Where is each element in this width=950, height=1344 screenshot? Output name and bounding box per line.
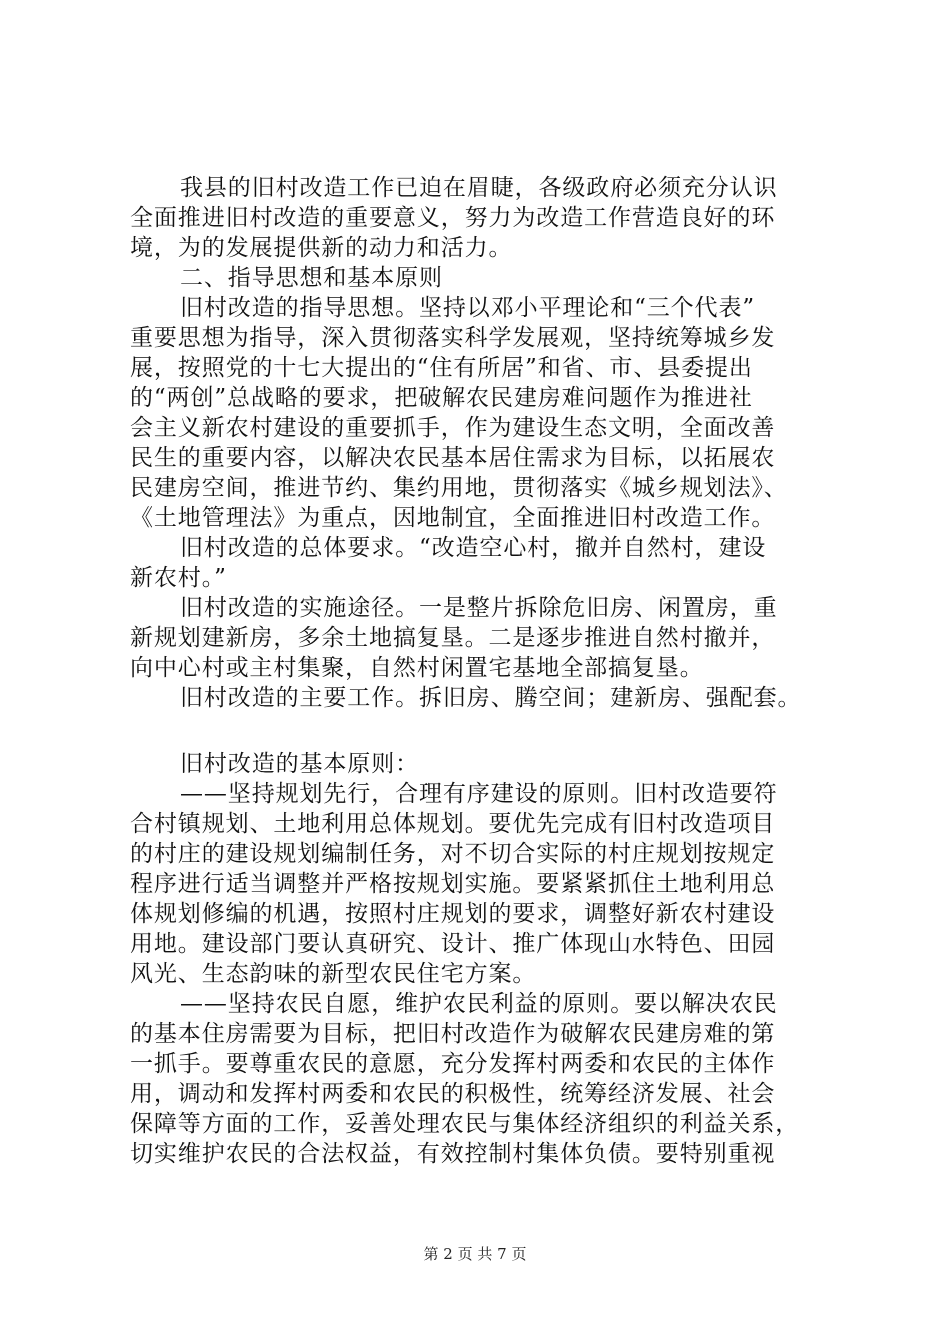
paragraph-line: ——坚持规划先行，合理有序建设的原则。旧村改造要符 [180, 781, 778, 807]
paragraph-line: 民生的重要内容，以解决农民基本居住需求为目标，以拓展农 [130, 445, 776, 471]
paragraph-line: 全面推进旧村改造的重要意义，努力为改造工作营造良好的环 [130, 205, 776, 231]
page-number-footer: 第 2 页 共 7 页 [423, 1245, 527, 1263]
paragraph-line: 保障等方面的工作，妥善处理农民与集体经济组织的利益关系， [130, 1111, 800, 1137]
paragraph-line: 切实维护农民的合法权益，有效控制村集体负债。要特别重视 [130, 1141, 776, 1167]
paragraph-line: 用，调动和发挥村两委和农民的积极性，统筹经济发展、社会 [130, 1081, 776, 1107]
paragraph-line: 旧村改造的指导思想。坚持以邓小平理论和“三个代表” [180, 295, 756, 321]
document-body [130, 173, 850, 1169]
paragraph-line: 重要思想为指导，深入贯彻落实科学发展观，坚持统筹城乡发 [130, 325, 776, 351]
paragraph-line: 旧村改造的总体要求。“改造空心村，撤并自然村，建设 [180, 535, 767, 561]
paragraph-line: 境，为的发展提供新的动力和活力。 [130, 235, 513, 261]
paragraph-line: 展，按照党的十七大提出的“住有所居”和省、市、县委提出 [130, 355, 753, 381]
paragraph-line: 我县的旧村改造工作已迫在眉睫，各级政府必须充分认识 [180, 175, 778, 201]
paragraph-line: 向中心村或主村集聚，自然村闲置宅基地全部搞复垦。 [130, 655, 704, 681]
paragraph-line: 风光、生态韵味的新型农民住宅方案。 [130, 961, 537, 987]
paragraph-line: 新规划建新房，多余土地搞复垦。二是逐步推进自然村撤并， [130, 625, 776, 651]
paragraph-line: 新农村。” [130, 565, 227, 591]
paragraph-line: 旧村改造的主要工作。拆旧房、腾空间；建新房、强配套。 [180, 685, 802, 711]
paragraph-line: 旧村改造的实施途径。一是整片拆除危旧房、闲置房，重 [180, 595, 778, 621]
paragraph-line: 体规划修编的机遇，按照村庄规划的要求，调整好新农村建设 [130, 901, 776, 927]
paragraph-line: 的“两创”总战略的要求，把破解农民建房难问题作为推进社 [130, 385, 753, 411]
paragraph-line: 的基本住房需要为目标，把旧村改造作为破解农民建房难的第 [130, 1021, 776, 1047]
paragraph-line: 民建房空间，推进节约、集约用地，贯彻落实《城乡规划法》、 [130, 475, 788, 501]
section-heading: 二、指导思想和基本原则 [180, 265, 443, 291]
paragraph-line: 旧村改造的基本原则： [180, 751, 419, 777]
paragraph-line: 一抓手。要尊重农民的意愿，充分发挥村两委和农民的主体作 [130, 1051, 776, 1077]
paragraph-line: 用地。建设部门要认真研究、设计、推广体现山水特色、田园 [130, 931, 776, 957]
paragraph-line: 程序进行适当调整并严格按规划实施。要紧紧抓住土地利用总 [130, 871, 776, 897]
paragraph-line: 合村镇规划、土地利用总体规划。要优先完成有旧村改造项目 [130, 811, 776, 837]
paragraph-spacer [130, 713, 850, 749]
paragraph-line: 会主义新农村建设的重要抓手，作为建设生态文明，全面改善 [130, 415, 776, 441]
paragraph-line: ——坚持农民自愿，维护农民利益的原则。要以解决农民 [180, 991, 778, 1017]
paragraph-line: 的村庄的建设规划编制任务，对不切合实际的村庄规划按规定 [130, 841, 776, 867]
paragraph-line: 《土地管理法》为重点，因地制宜，全面推进旧村改造工作。 [130, 505, 776, 531]
